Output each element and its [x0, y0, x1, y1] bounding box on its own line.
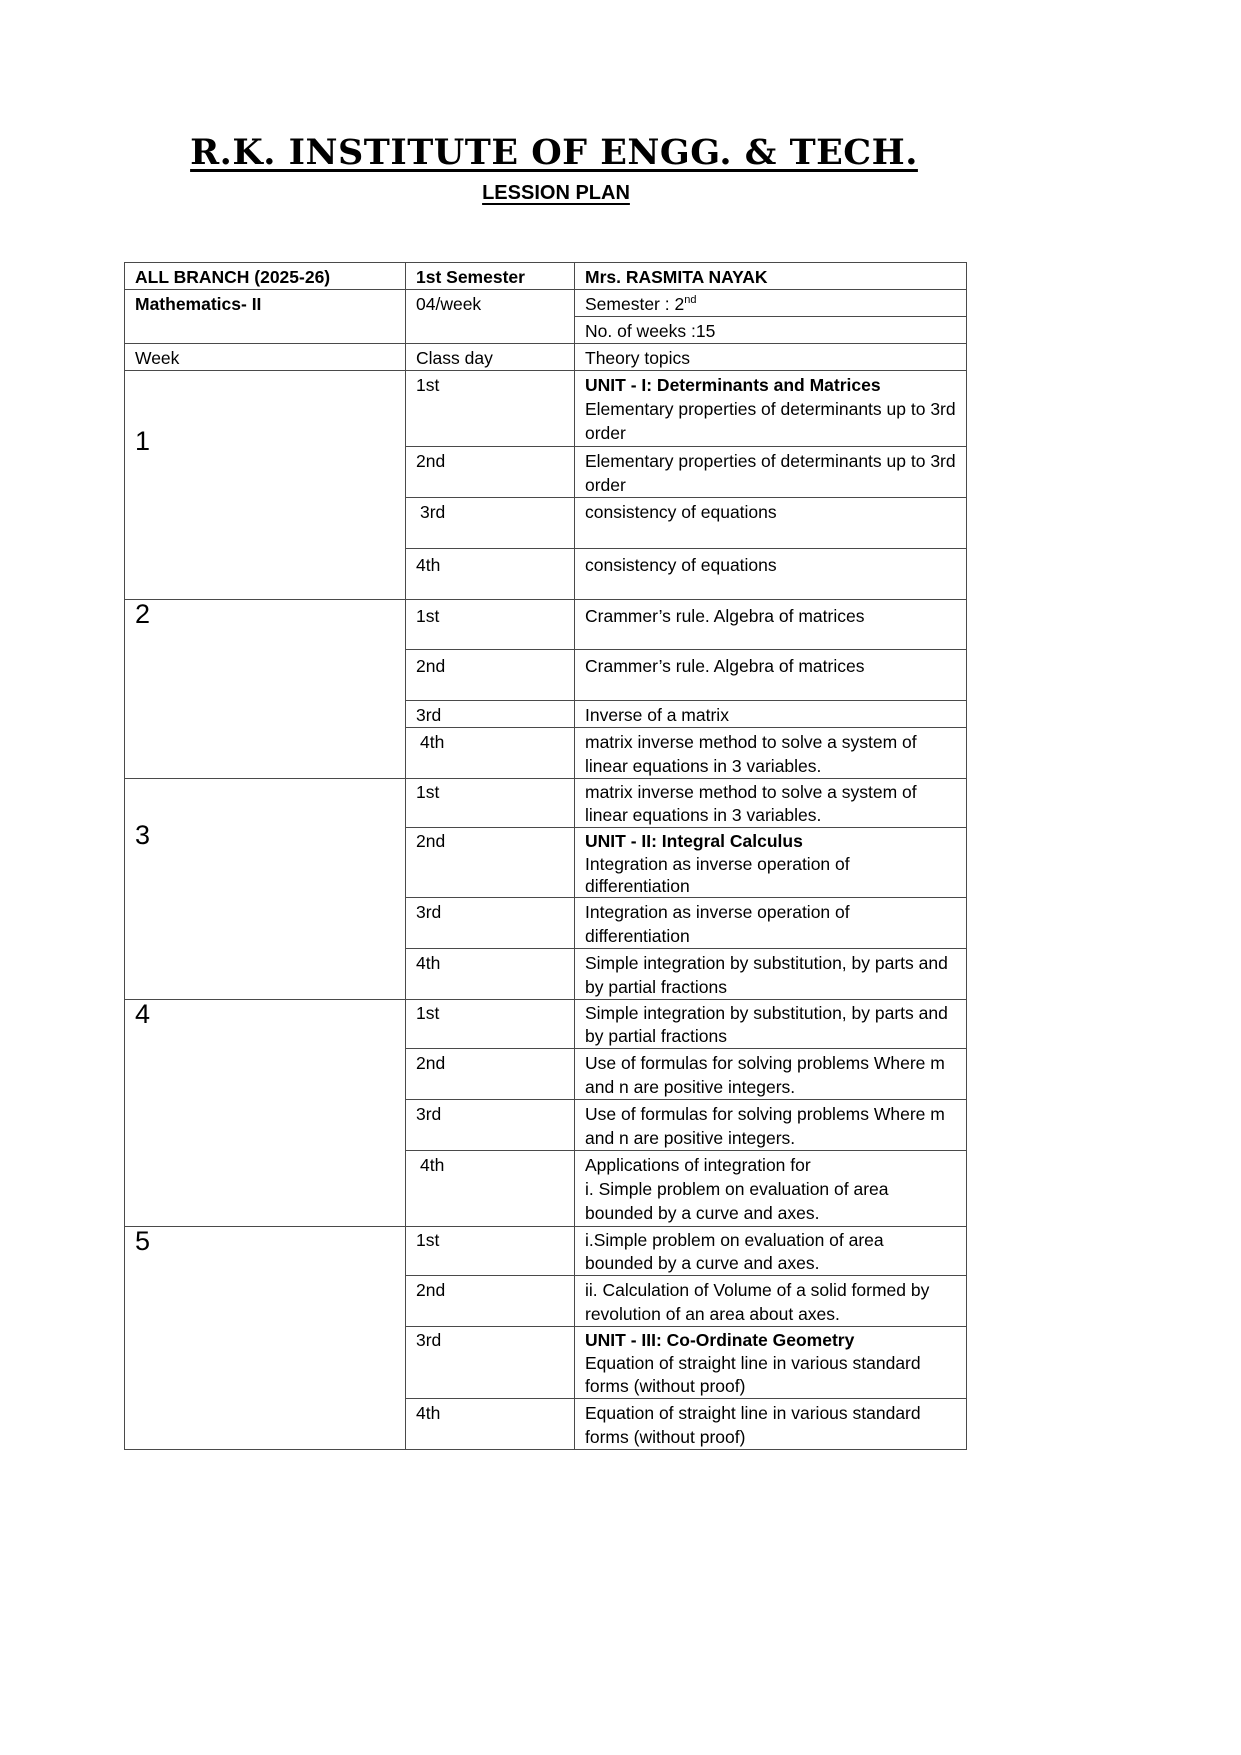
- class-day: 1st: [406, 1000, 575, 1049]
- classes-per-week-cell: 04/week: [406, 290, 575, 344]
- topic-cell: Use of formulas for solving problems Where m and n are positive integers.: [575, 1049, 967, 1100]
- table-row: [125, 1000, 967, 1049]
- topic-cell: Inverse of a matrix: [575, 701, 967, 728]
- class-day-header: Class day: [406, 344, 575, 371]
- topic-cell: i.Simple problem on evaluation of area bounded by a curve and axes.: [575, 1227, 967, 1276]
- week-number: 5: [125, 1227, 406, 1450]
- unit-heading: UNIT - III: Co-Ordinate Geometry: [585, 1330, 855, 1350]
- class-day: 4th: [406, 728, 575, 779]
- topic-cell: [575, 828, 967, 898]
- class-day: 2nd: [406, 1276, 575, 1327]
- class-day: 2nd: [406, 828, 575, 898]
- class-day: 3rd: [406, 1327, 575, 1399]
- topic-cell: matrix inverse method to solve a system of linear equations in 3 variables.: [575, 779, 967, 828]
- topic-cell: [575, 1151, 967, 1227]
- topic-cell: [575, 1327, 967, 1399]
- branch-cell: ALL BRANCH (2025-26): [125, 263, 406, 290]
- week-number: 4: [125, 1000, 406, 1227]
- topic-text: Elementary properties of determinants up to 3rd order: [585, 399, 956, 443]
- topic-cell: consistency of equations: [575, 498, 967, 549]
- semester-cell: 1st Semester: [406, 263, 575, 290]
- topic-cell: Crammer’s rule. Algebra of matrices: [575, 650, 967, 701]
- class-day: 3rd: [406, 498, 575, 549]
- class-day: 4th: [406, 1151, 575, 1227]
- unit-heading: UNIT - II: Integral Calculus: [585, 831, 803, 851]
- week-number: 3: [125, 779, 406, 1000]
- class-day: 4th: [406, 949, 575, 1000]
- week-number: 1: [125, 371, 406, 600]
- unit-heading: UNIT - I: Determinants and Matrices: [585, 375, 881, 395]
- table-row: [125, 779, 967, 828]
- table-row: [125, 371, 967, 447]
- info-row: [125, 263, 967, 290]
- topic-cell: matrix inverse method to solve a system of linear equations in 3 variables.: [575, 728, 967, 779]
- subject-cell: Mathematics- II: [125, 290, 406, 344]
- class-day: 4th: [406, 549, 575, 600]
- topic-cell: consistency of equations: [575, 549, 967, 600]
- class-day: 4th: [406, 1399, 575, 1450]
- class-day: 1st: [406, 600, 575, 650]
- topic-text: Applications of integration for: [585, 1155, 811, 1175]
- teacher-cell: Mrs. RASMITA NAYAK: [575, 263, 967, 290]
- topic-cell: Crammer’s rule. Algebra of matrices: [575, 600, 967, 650]
- topic-text-2: i. Simple problem on evaluation of area bounded by a curve and axes.: [585, 1179, 889, 1223]
- lesson-plan-table: [124, 262, 967, 1450]
- topic-text: Equation of straight line in various standard forms (without proof): [585, 1353, 921, 1396]
- topic-cell: ii. Calculation of Volume of a solid formed by revolution of an area about axes.: [575, 1276, 967, 1327]
- subject-row: [125, 290, 967, 317]
- class-day: 1st: [406, 1227, 575, 1276]
- topic-cell: Simple integration by substitution, by parts and by partial fractions: [575, 949, 967, 1000]
- topic-cell: Simple integration by substitution, by parts and by partial fractions: [575, 1000, 967, 1049]
- column-header-row: [125, 344, 967, 371]
- topic-cell: Elementary properties of determinants up to 3rd order: [575, 447, 967, 498]
- table-row: [125, 600, 967, 650]
- topic-text: Integration as inverse operation of differentiation: [585, 854, 850, 896]
- class-day: 3rd: [406, 701, 575, 728]
- class-day: 1st: [406, 371, 575, 447]
- class-day: 3rd: [406, 1100, 575, 1151]
- weeks-count-cell: No. of weeks :15: [575, 317, 967, 344]
- class-day: 2nd: [406, 650, 575, 701]
- semester-number-cell: Semester : 2nd: [575, 290, 967, 317]
- topic-cell: Use of formulas for solving problems Where m and n are positive integers.: [575, 1100, 967, 1151]
- class-day: 2nd: [406, 1049, 575, 1100]
- class-day: 3rd: [406, 898, 575, 949]
- topic-cell: [575, 371, 967, 447]
- table-row: [125, 1227, 967, 1276]
- week-number: 2: [125, 600, 406, 779]
- topics-header: Theory topics: [575, 344, 967, 371]
- topic-cell: Equation of straight line in various standard forms (without proof): [575, 1399, 967, 1450]
- class-day: 1st: [406, 779, 575, 828]
- institute-title: R.K. INSTITUTE OF ENGG. & TECH.: [190, 132, 918, 173]
- topic-cell: Integration as inverse operation of differentiation: [575, 898, 967, 949]
- class-day: 2nd: [406, 447, 575, 498]
- week-header: Week: [125, 344, 406, 371]
- document-title: LESSION PLAN: [482, 182, 630, 204]
